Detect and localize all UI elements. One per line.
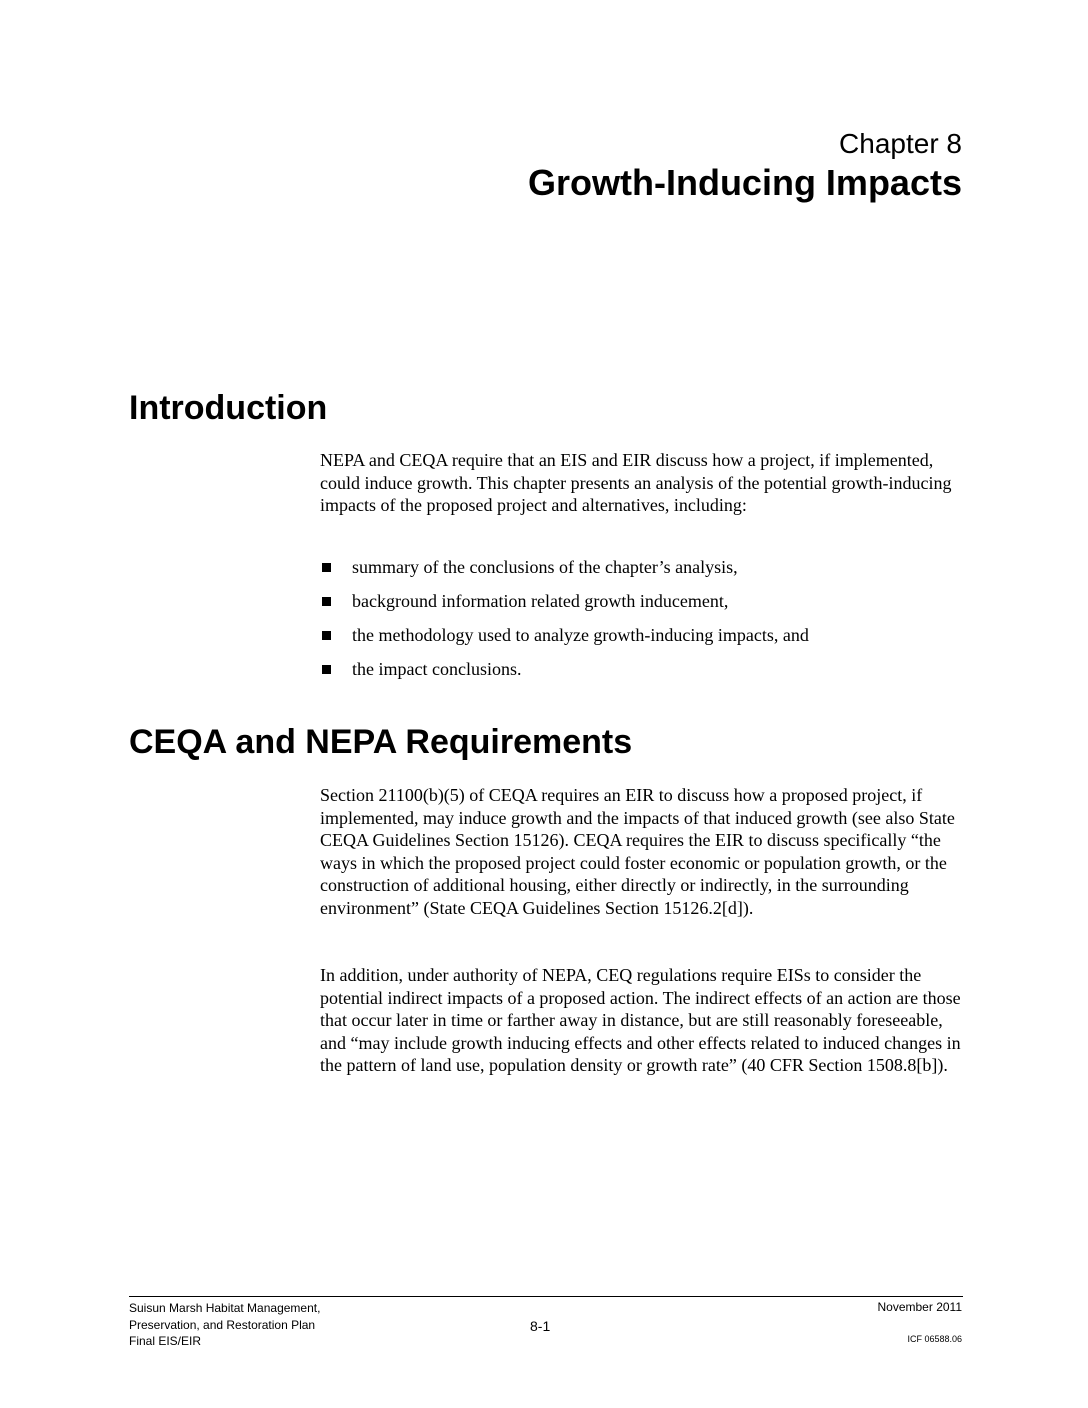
- list-item-text: summary of the conclusions of the chapter’s analysis,: [352, 556, 738, 577]
- footer-code: ICF 06588.06: [907, 1334, 962, 1344]
- page-number: 8-1: [530, 1318, 551, 1334]
- introduction-heading: Introduction: [129, 389, 328, 427]
- footer-title-line: Preservation, and Restoration Plan: [129, 1317, 316, 1332]
- requirements-paragraph-1: Section 21100(b)(5) of CEQA requires an EIR to discuss how a proposed project, if implemented, may induce growth and the impacts of that induced growth (see also State CEQA Guidelines Section 15126). CEQA requires the EIR to discuss specifically “the ways in which the proposed project could foster economic or population growth, or the construction of additional housing, either directly or indirectly, in the surrounding environment” (State CEQA Guidelines Section 15126.2[d]).: [320, 785, 955, 918]
- introduction-bullet-list: [320, 550, 960, 686]
- list-item: [320, 652, 960, 686]
- requirements-paragraph-2: In addition, under authority of NEPA, CEQ regulations require EISs to consider the potential indirect impacts of a proposed action. The indirect effects of an action are those that occur later in time or farther away in distance, but are still reasonably foreseeable, and “may include growth inducing effects and other effects related to induced changes in the pattern of land use, population density or growth rate” (40 CFR Section 1508.8[b]).: [320, 965, 961, 1076]
- square-bullet-icon: [322, 597, 331, 606]
- introduction-paragraph: NEPA and CEQA require that an EIS and EIR discuss how a project, if implemented, could induce growth. This chapter presents an analysis of the potential growth-inducing impacts of the proposed project and alternatives, including:: [320, 450, 952, 516]
- requirements-heading: CEQA and NEPA Requirements: [129, 723, 633, 761]
- square-bullet-icon: [322, 563, 331, 572]
- chapter-title: Growth-Inducing Impacts: [527, 162, 962, 203]
- list-item-text: background information related growth inducement,: [352, 590, 729, 611]
- square-bullet-icon: [322, 665, 331, 674]
- footer-divider: [129, 1296, 963, 1297]
- footer-document-title: [129, 1300, 320, 1350]
- footer-date: November 2011: [877, 1300, 962, 1314]
- chapter-label: Chapter 8: [839, 128, 962, 159]
- list-item-text: the methodology used to analyze growth-inducing impacts, and: [352, 624, 809, 645]
- list-item: [320, 550, 960, 584]
- square-bullet-icon: [322, 631, 331, 640]
- footer-title-line: Suisun Marsh Habitat Management,: [129, 1301, 321, 1315]
- list-item-text: the impact conclusions.: [352, 658, 522, 679]
- list-item: [320, 584, 960, 618]
- list-item: [320, 618, 960, 652]
- footer-title-line: Final EIS/EIR: [129, 1334, 202, 1348]
